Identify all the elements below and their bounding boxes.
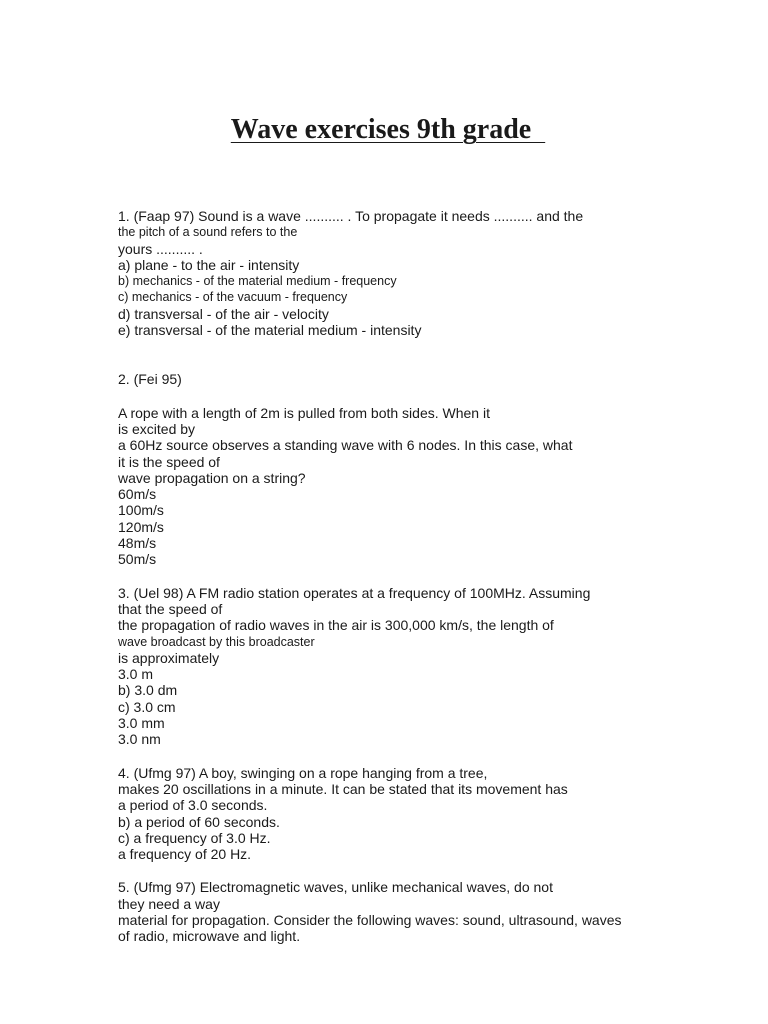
document-body xyxy=(118,208,678,945)
paragraph-spacer xyxy=(118,862,678,879)
text-line: 60m/s xyxy=(118,486,157,503)
question-block xyxy=(118,208,678,338)
text-line: 2. (Fei 95) xyxy=(118,371,182,388)
question-block xyxy=(118,765,678,863)
question-block xyxy=(118,371,678,387)
text-line: b) a period of 60 seconds. xyxy=(118,813,280,830)
text-line: 3.0 mm xyxy=(118,715,165,732)
text-line: 3. (Uel 98) A FM radio station operates at a frequency of 100MHz. Assuming xyxy=(118,584,591,601)
text-line: makes 20 oscillations in a minute. It can be stated that its movement has xyxy=(118,780,568,797)
text-line: of radio, microwave and light. xyxy=(118,928,301,945)
paragraph-spacer xyxy=(118,568,678,585)
text-line: is approximately xyxy=(118,649,220,666)
text-line: 3.0 nm xyxy=(118,731,161,748)
text-line: 1. (Faap 97) Sound is a wave .......... . To propagate it needs .......... and the xyxy=(118,208,584,224)
text-line: 48m/s xyxy=(118,535,157,552)
text-line: 3.0 m xyxy=(118,666,154,683)
text-line: e) transversal - of the material medium - intensity xyxy=(118,322,422,339)
paragraph-spacer xyxy=(118,388,678,405)
text-line: d) transversal - of the air - velocity xyxy=(118,305,329,322)
text-line: c) a frequency of 3.0 Hz. xyxy=(118,829,271,846)
text-line: 5. (Ufmg 97) Electromagnetic waves, unlike mechanical waves, do not xyxy=(118,879,553,896)
text-line: c) 3.0 cm xyxy=(118,698,176,715)
text-line: a frequency of 20 Hz. xyxy=(118,846,252,863)
text-line: the propagation of radio waves in the air is 300,000 km/s, the length of xyxy=(118,617,554,634)
paragraph-spacer xyxy=(118,748,678,765)
text-line: 50m/s xyxy=(118,551,157,568)
text-line: that the speed of xyxy=(118,600,223,617)
text-line: they need a way xyxy=(118,895,220,912)
question-block xyxy=(118,405,678,568)
text-line: material for propagation. Consider the following waves: sound, ultrasound, waves xyxy=(118,911,622,928)
document-title: Wave exercises 9th grade xyxy=(230,114,546,145)
text-line: 4. (Ufmg 97) A boy, swinging on a rope hanging from a tree, xyxy=(118,764,488,781)
question-block xyxy=(118,585,678,748)
text-line: wave propagation on a string? xyxy=(118,469,306,486)
text-line: a) plane - to the air - intensity xyxy=(118,256,300,273)
text-line: a period of 3.0 seconds. xyxy=(118,797,268,814)
text-line: 100m/s xyxy=(118,502,164,519)
text-line: the pitch of a sound refers to the xyxy=(118,225,298,240)
question-block xyxy=(118,879,678,944)
text-line: it is the speed of xyxy=(118,453,220,470)
text-line: A rope with a length of 2m is pulled from both sides. When it xyxy=(118,404,490,421)
text-line: a 60Hz source observes a standing wave with 6 nodes. In this case, what xyxy=(118,437,573,454)
text-line: b) 3.0 dm xyxy=(118,682,178,699)
text-line: 120m/s xyxy=(118,518,164,535)
text-line: yours .......... . xyxy=(118,240,203,257)
text-line: wave broadcast by this broadcaster xyxy=(118,634,315,649)
text-line: b) mechanics - of the material medium - frequency xyxy=(118,274,397,289)
text-line: is excited by xyxy=(118,420,196,437)
paragraph-spacer xyxy=(118,338,678,371)
text-line: c) mechanics - of the vacuum - frequency xyxy=(118,290,348,305)
